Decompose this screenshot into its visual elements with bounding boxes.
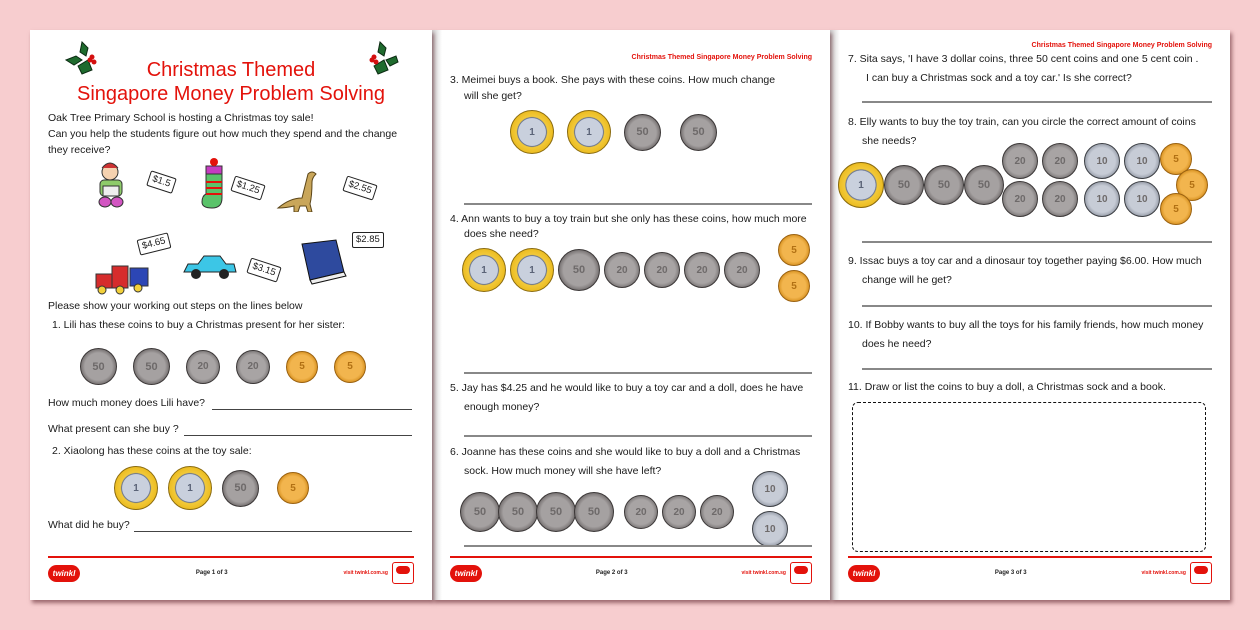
answer-line[interactable] — [184, 435, 412, 436]
page-number: Page 3 of 3 — [994, 570, 1027, 576]
answer-line[interactable] — [464, 545, 812, 547]
twinkl-logo: twinkl — [848, 565, 880, 582]
coin-10c-icon[interactable]: 10 — [1084, 143, 1120, 179]
intro-text — [48, 110, 397, 158]
question-2-coins — [114, 466, 309, 510]
question-1-text: 1. Lili has these coins to buy a Christmas present for her sister: — [52, 319, 345, 331]
coin-5c-icon[interactable]: 5 — [1176, 169, 1208, 201]
question-line: will she get? — [464, 90, 522, 102]
coin-10c-icon: 10 — [752, 511, 788, 547]
price-tag-train: $4.65 — [137, 232, 172, 255]
coin-1-dollar-icon[interactable]: 1 — [838, 162, 884, 208]
coin-20c-icon: 20 — [644, 252, 680, 288]
price-tag-doll: $1.5 — [146, 170, 176, 193]
answer-line[interactable] — [212, 409, 412, 410]
question-6-text — [450, 443, 800, 481]
coin-20c-icon[interactable]: 20 — [1002, 181, 1038, 217]
quality-stamp-icon — [1190, 562, 1212, 584]
title-line-2: Singapore Money Problem Solving — [77, 83, 385, 105]
doll-icon — [90, 160, 140, 215]
page-spine — [432, 30, 442, 600]
page-number: Page 2 of 3 — [595, 570, 628, 576]
coin-50c-icon: 50 — [536, 492, 576, 532]
question-1-ask-2: What present can she buy ? — [48, 423, 179, 435]
website-link[interactable]: visit twinkl.com.sg — [343, 570, 388, 576]
question-2-text: 2. Xiaolong has these coins at the toy sale: — [52, 445, 252, 457]
question-6-coin-stack — [752, 471, 788, 547]
coin-5c-icon[interactable]: 5 — [1160, 143, 1192, 175]
coin-50c-icon: 50 — [133, 348, 170, 385]
question-8-coin-row — [838, 162, 1004, 208]
question-line: I can buy a Christmas sock and a toy car.' Is she correct? — [866, 72, 1132, 84]
coin-50c-icon[interactable]: 50 — [884, 165, 924, 205]
coin-20c-icon: 20 — [684, 252, 720, 288]
coin-20c-icon[interactable]: 20 — [1042, 143, 1078, 179]
twinkl-logo: twinkl — [450, 565, 482, 582]
coin-5c-icon: 5 — [778, 234, 810, 266]
christmas-sock-icon — [200, 156, 230, 217]
worksheet-page-2 — [432, 30, 830, 600]
coin-1-dollar-icon: 1 — [114, 466, 158, 510]
question-line: does she need? — [464, 228, 539, 240]
question-1-coins — [80, 348, 366, 385]
coin-10c-icon[interactable]: 10 — [1124, 181, 1160, 217]
question-line: 4. Ann wants to buy a toy train but she only has these coins, how much more — [450, 213, 807, 225]
question-line: she needs? — [862, 135, 917, 147]
coin-50c-icon: 50 — [460, 492, 500, 532]
footer-divider — [48, 556, 414, 558]
instructions-text: Please show your working out steps on the lines below — [48, 300, 303, 312]
footer-divider — [848, 556, 1212, 558]
coin-20c-icon: 20 — [236, 350, 270, 384]
answer-line[interactable] — [862, 368, 1212, 370]
page-spine — [830, 30, 840, 600]
drawing-answer-box[interactable] — [852, 402, 1206, 552]
answer-line[interactable] — [862, 241, 1212, 243]
answer-line[interactable] — [464, 372, 812, 374]
coin-10c-icon[interactable]: 10 — [1124, 143, 1160, 179]
coin-20c-icon: 20 — [624, 495, 658, 529]
coin-10c-icon: 10 — [752, 471, 788, 507]
answer-line[interactable] — [464, 435, 812, 437]
question-line: enough money? — [464, 401, 540, 413]
question-line: 7. Sita says, 'I have 3 dollar coins, three 50 cent coins and one 5 cent coin . — [848, 53, 1199, 65]
coin-50c-icon[interactable]: 50 — [924, 165, 964, 205]
question-2-ask-1: What did he buy? — [48, 519, 130, 531]
coin-50c-icon[interactable]: 50 — [964, 165, 1004, 205]
coin-1-dollar-icon: 1 — [168, 466, 212, 510]
answer-line[interactable] — [862, 101, 1212, 103]
question-line: 3. Meimei buys a book. She pays with these coins. How much change — [450, 74, 776, 86]
question-line: does he need? — [862, 338, 932, 350]
coin-5c-icon: 5 — [778, 270, 810, 302]
worksheet-page-3 — [830, 30, 1230, 600]
coin-20c-icon: 20 — [724, 252, 760, 288]
question-line: 9. Issac buys a toy car and a dinosaur toy together paying $6.00. How much — [848, 255, 1202, 267]
question-9-text — [848, 252, 1202, 290]
coin-50c-icon: 50 — [222, 470, 259, 507]
intro-line: Oak Tree Primary School is hosting a Christmas toy sale! — [48, 112, 314, 124]
coin-5c-icon[interactable]: 5 — [1160, 193, 1192, 225]
page-header: Christmas Themed Singapore Money Problem Solving — [1031, 42, 1212, 49]
question-8-20c-grid — [1002, 143, 1080, 217]
coin-1-dollar-icon: 1 — [462, 248, 506, 292]
intro-line: they receive? — [48, 144, 111, 156]
page-number: Page 1 of 3 — [195, 570, 228, 576]
question-line: 10. If Bobby wants to buy all the toys for his family friends, how much money — [848, 319, 1204, 331]
book-icon — [296, 236, 350, 291]
intro-line: Can you help the students figure out how much they spend and the change — [48, 128, 398, 140]
title-line-1: Christmas Themed — [146, 59, 316, 81]
coin-20c-icon[interactable]: 20 — [1042, 181, 1078, 217]
coin-20c-icon: 20 — [186, 350, 220, 384]
website-link[interactable]: visit twinkl.com.sg — [1141, 570, 1186, 576]
coin-5c-icon: 5 — [286, 351, 318, 383]
question-line: 6. Joanne has these coins and she would like to buy a doll and a Christmas — [450, 446, 801, 458]
coin-50c-icon: 50 — [680, 114, 717, 151]
page-footer — [450, 562, 812, 584]
question-8-10c-grid — [1084, 143, 1162, 217]
page-footer — [848, 562, 1212, 584]
question-1-ask-1: How much money does Lili have? — [48, 397, 205, 409]
price-tag-dinosaur: $2.55 — [342, 175, 377, 200]
question-line: 5. Jay has $4.25 and he would like to buy a toy car and a doll, does he have — [450, 382, 804, 394]
answer-line[interactable] — [464, 203, 812, 205]
coin-50c-icon: 50 — [498, 492, 538, 532]
quality-stamp-icon — [790, 562, 812, 584]
page-header: Christmas Themed Singapore Money Problem Solving — [631, 54, 812, 61]
question-10-text — [848, 316, 1203, 354]
dinosaur-icon — [276, 168, 328, 217]
worksheet-page-1 — [30, 30, 432, 600]
footer-divider — [450, 556, 812, 558]
answer-line[interactable] — [134, 531, 412, 532]
coin-20c-icon: 20 — [662, 495, 696, 529]
coin-50c-icon: 50 — [624, 114, 661, 151]
coin-20c-icon[interactable]: 20 — [1002, 143, 1038, 179]
toy-train-icon — [92, 258, 152, 303]
website-link[interactable]: visit twinkl.com.sg — [741, 570, 786, 576]
question-11-text: 11. Draw or list the coins to buy a doll, a Christmas sock and a book. — [848, 381, 1166, 393]
coin-50c-icon: 50 — [574, 492, 614, 532]
coin-1-dollar-icon: 1 — [510, 110, 554, 154]
coin-10c-icon[interactable]: 10 — [1084, 181, 1120, 217]
coin-20c-icon: 20 — [700, 495, 734, 529]
toy-car-icon — [182, 252, 238, 287]
question-5-text — [450, 379, 803, 417]
coin-50c-icon: 50 — [80, 348, 117, 385]
question-line: 8. Elly wants to buy the toy train, can you circle the correct amount of coins — [848, 116, 1196, 128]
price-tag-book: $2.85 — [352, 232, 384, 248]
coin-1-dollar-icon: 1 — [510, 248, 554, 292]
price-tag-car: $3.15 — [246, 257, 281, 282]
coin-5c-icon: 5 — [334, 351, 366, 383]
coin-1-dollar-icon: 1 — [567, 110, 611, 154]
question-3-coins — [510, 110, 717, 154]
answer-line[interactable] — [862, 305, 1212, 307]
question-8-5c-stack — [1160, 143, 1212, 227]
coin-50c-icon: 50 — [558, 249, 600, 291]
quality-stamp-icon — [392, 562, 414, 584]
question-line: sock. How much money will she have left? — [464, 465, 662, 477]
twinkl-logo: twinkl — [48, 565, 80, 582]
question-4-coins — [462, 248, 760, 292]
question-4-coin-stack — [778, 234, 810, 302]
coin-5c-icon: 5 — [277, 472, 309, 504]
question-line: change will he get? — [862, 274, 952, 286]
question-4-text — [450, 210, 807, 244]
price-tag-sock: $1.25 — [230, 175, 265, 200]
page-footer — [48, 562, 414, 584]
question-7-text — [848, 50, 1198, 88]
question-3-text — [450, 71, 775, 106]
coin-20c-icon: 20 — [604, 252, 640, 288]
page-title — [30, 58, 432, 106]
question-6-coins — [460, 492, 734, 532]
